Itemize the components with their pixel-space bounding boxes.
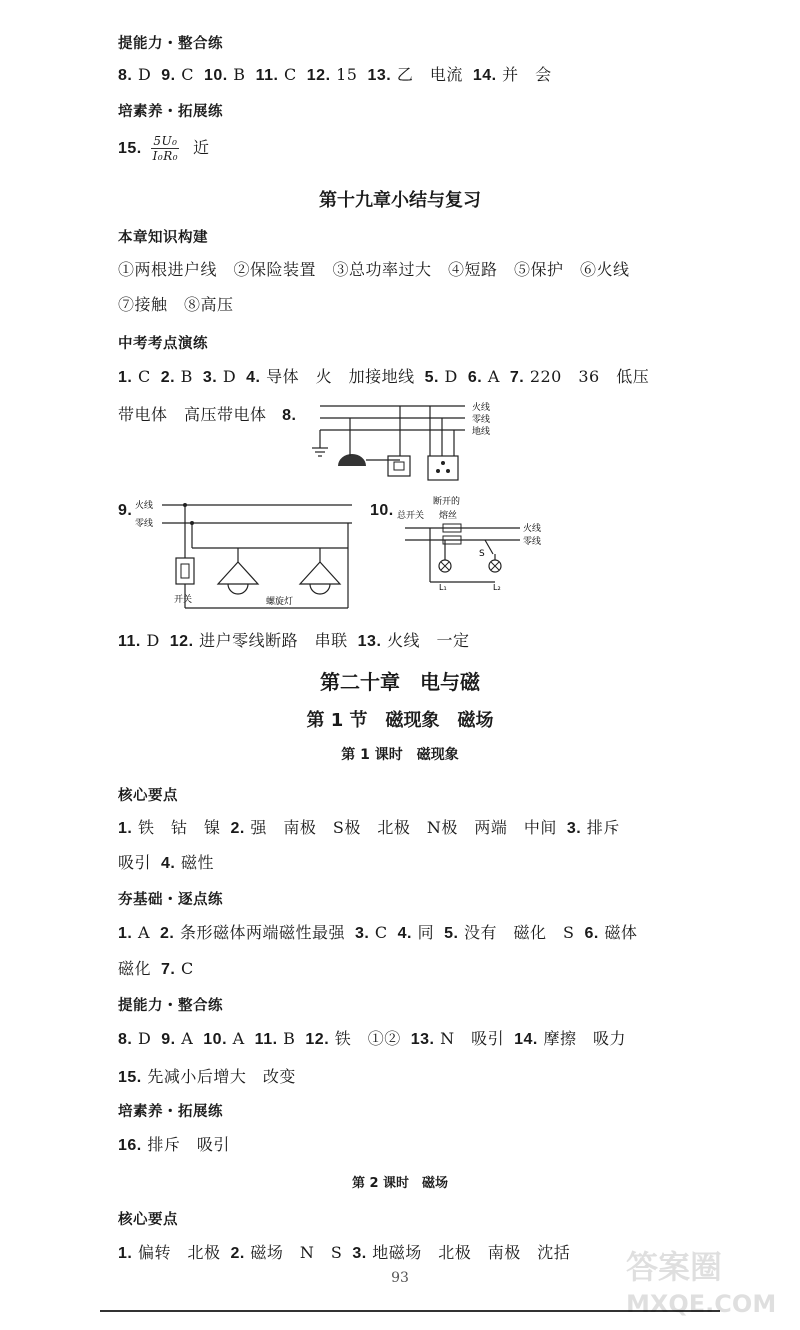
svg-text:MXQE.COM: MXQE.COM — [626, 1290, 777, 1318]
answer-item — [230, 1240, 342, 1263]
answer-line — [118, 402, 296, 425]
question-number: 5. — [444, 925, 459, 942]
answer-text: D — [444, 367, 458, 386]
question-number: 6. — [467, 369, 483, 386]
lesson-title: 第 1 课时 磁现象 — [341, 747, 459, 763]
question-number: 9. — [161, 1031, 176, 1048]
answer-item — [203, 1029, 244, 1049]
question-number: 16. — [118, 1137, 142, 1154]
answer-text: 火线 一定 — [386, 631, 470, 650]
question-number: 1. — [118, 1245, 133, 1262]
lamp-icon — [218, 562, 258, 584]
knowledge-line: ①两根进户线 ②保险装置 ③总功率过大 ④短路 ⑤保护 ⑥火线 — [118, 260, 630, 279]
watermark-logo — [620, 1240, 780, 1320]
answer-text: 磁性 — [180, 853, 214, 872]
question-number: 12. — [306, 67, 331, 84]
question-number: 1. — [118, 820, 133, 837]
switch-icon — [388, 456, 410, 476]
lesson-title: 第 2 课时 磁场 — [351, 1176, 449, 1191]
answer-text: 铁 钴 镍 — [137, 818, 221, 837]
answer-item — [411, 1026, 504, 1049]
answer-item — [118, 65, 151, 85]
answer-text: N 吸引 — [440, 1029, 505, 1048]
question-number: 14. — [514, 1031, 538, 1048]
question-number: 8. — [118, 67, 133, 84]
answer-item — [161, 1029, 193, 1049]
svg-text:零线: 零线 — [523, 537, 542, 547]
answer-text: A — [181, 1029, 194, 1048]
answer-line — [118, 62, 562, 85]
answer-item — [118, 1132, 230, 1155]
question-number: 11. — [254, 1031, 278, 1048]
section-heading: 提能力・整合练 — [118, 36, 223, 52]
svg-text:断开的: 断开的 — [433, 497, 461, 507]
answer-text: 先减小后增大 改变 — [147, 1067, 296, 1086]
answer-item — [161, 367, 193, 387]
answer-text: B — [283, 1029, 296, 1048]
answer-item — [118, 1029, 151, 1049]
answer-text: 同 — [417, 923, 435, 942]
question-number: 13. — [367, 67, 392, 84]
question-number: 14. — [472, 67, 497, 84]
fraction — [151, 134, 179, 163]
svg-text:S: S — [479, 549, 485, 559]
question-number: 3. — [566, 820, 582, 837]
knowledge-line: ⑦接触 ⑧高压 — [118, 295, 234, 314]
answer-item — [585, 920, 638, 943]
answer-item — [355, 923, 388, 943]
lamp-icon — [338, 454, 366, 466]
answer-text: C — [180, 959, 194, 978]
answer-item — [161, 850, 214, 873]
question-number: 9. — [161, 67, 176, 84]
answer-line — [118, 1240, 580, 1263]
section-title: 第 1 节 磁现象 磁场 — [306, 710, 494, 731]
question-number: 8. — [118, 1031, 133, 1048]
answer-text: D — [146, 631, 160, 650]
answer-item — [118, 850, 151, 873]
question-number: 11. — [118, 633, 141, 650]
answer-item — [203, 367, 236, 387]
answer-line — [118, 1132, 240, 1155]
question-number: 13. — [357, 633, 382, 650]
neutral-wire-label: 零线 — [472, 415, 491, 425]
answer-line — [118, 850, 224, 873]
answer-item — [473, 62, 552, 85]
question-number: 15. — [118, 140, 142, 157]
answer-item — [468, 367, 500, 387]
question-number: 7. — [161, 961, 176, 978]
answer-item — [118, 1240, 220, 1263]
svg-text:火线: 火线 — [523, 524, 542, 534]
answer-text: 并 会 — [502, 65, 552, 84]
answer-text: 磁场 N S — [250, 1243, 343, 1262]
answer-line — [118, 815, 630, 838]
answer-item — [510, 364, 649, 387]
question-number: 2. — [160, 925, 175, 942]
answer-item — [358, 628, 470, 651]
section-heading: 核心要点 — [118, 1212, 178, 1228]
answer-item — [118, 923, 150, 943]
switch-label: 开关 — [174, 595, 193, 605]
chapter-review-title: 第十九章小结与复习 — [319, 190, 481, 211]
answer-item — [118, 631, 160, 651]
answer-item — [256, 65, 297, 85]
lamp-label: 螺旋灯 — [266, 597, 294, 607]
svg-text:L₂: L₂ — [493, 583, 501, 592]
answer-text: C — [137, 367, 151, 386]
section-heading: 培素养・拓展练 — [118, 1104, 223, 1120]
answer-text: 条形磁体两端磁性最强 — [179, 923, 345, 942]
question-number: 10. — [203, 1031, 228, 1048]
question-number: 5. — [424, 369, 439, 386]
page-number: 93 — [391, 1270, 409, 1286]
question-number: 7. — [509, 369, 525, 386]
answer-text: 带电体 高压带电体 — [118, 405, 267, 424]
live-wire-label: 火线 — [135, 501, 154, 511]
section-heading: 提能力・整合练 — [118, 998, 223, 1014]
answer-text: 地磁场 北极 南极 沈括 — [372, 1243, 571, 1262]
answer-text: C — [181, 65, 194, 84]
question-number: 10. — [370, 502, 394, 519]
answer-text: A — [487, 367, 500, 386]
answer-item — [352, 1240, 570, 1263]
section-heading: 核心要点 — [118, 788, 178, 804]
answer-text: 排斥 — [586, 818, 620, 837]
answer-item — [305, 1026, 400, 1049]
question-number: 4. — [161, 855, 176, 872]
answer-text: 乙 电流 — [396, 65, 463, 84]
answer-item — [161, 959, 194, 979]
answer-item — [425, 367, 458, 387]
answer-text: B — [233, 65, 246, 84]
switch-icon — [176, 558, 194, 584]
answer-text: 近 — [193, 138, 210, 157]
question-number: 1. — [118, 925, 133, 942]
answer-item — [567, 815, 620, 838]
answer-item — [118, 815, 220, 838]
answer-text: A — [232, 1029, 245, 1048]
question-number: 1. — [118, 369, 133, 386]
circuit-diagram-10 — [395, 494, 560, 594]
answer-item — [118, 1064, 296, 1087]
answer-text: 15 — [336, 65, 358, 84]
answer-text: D — [222, 367, 237, 386]
section-heading: 中考考点演练 — [118, 336, 208, 352]
question-number: 4. — [397, 925, 412, 942]
answer-text: 没有 磁化 S — [464, 923, 575, 942]
answer-text: B — [180, 367, 193, 386]
question-number: 6. — [584, 925, 599, 942]
circuit-diagram-8 — [300, 396, 520, 486]
section-heading: 夯基础・逐点练 — [118, 892, 223, 908]
circuit-diagram-9 — [130, 496, 360, 616]
question-number: 11. — [255, 67, 279, 84]
answer-text: 排斥 吸引 — [147, 1135, 230, 1154]
answer-item — [398, 920, 434, 943]
answer-line — [118, 956, 204, 979]
question-number: 10. — [203, 67, 228, 84]
question-number: 12. — [305, 1031, 330, 1048]
question-number: 3. — [352, 1245, 367, 1262]
answer-text: 吸引 — [118, 853, 152, 872]
answer-line — [118, 920, 647, 943]
answer-text: D — [137, 1029, 152, 1048]
fraction-denominator: I₀R₀ — [152, 149, 179, 163]
question-number: 2. — [160, 369, 176, 386]
answer-item — [307, 65, 358, 85]
question-number: 15. — [118, 1069, 142, 1086]
answer-item — [118, 367, 151, 387]
answer-item — [246, 364, 414, 387]
answer-item — [444, 920, 574, 943]
chapter-title: 第二十章 电与磁 — [320, 670, 480, 694]
answer-item — [160, 920, 345, 943]
answer-text: 铁 ①② — [334, 1029, 401, 1048]
answer-item — [230, 815, 556, 838]
answer-text: 强 南极 S极 北极 N极 两端 中间 — [250, 818, 557, 837]
question-number: 2. — [230, 1245, 245, 1262]
answer-line — [118, 364, 659, 387]
answer-item — [204, 65, 246, 85]
section-heading: 培素养・拓展练 — [118, 104, 223, 120]
ground-wire-label: 地线 — [472, 427, 491, 437]
live-wire-label: 火线 — [472, 403, 491, 413]
answer-text: A — [137, 923, 150, 942]
question-number: 4. — [246, 369, 261, 386]
fraction-numerator: 5U₀ — [153, 134, 178, 148]
neutral-wire-label: 零线 — [135, 519, 154, 529]
lamp-icon — [300, 562, 340, 584]
section-heading: 本章知识构建 — [118, 230, 208, 246]
answer-text: 磁化 — [118, 959, 152, 978]
answer-text: 导体 火 加接地线 — [266, 367, 415, 386]
question-number: 13. — [410, 1031, 435, 1048]
answer-line — [118, 628, 480, 651]
answer-text: 偏转 北极 — [137, 1243, 221, 1262]
question-number: 8. — [282, 407, 297, 424]
question-number: 9. — [118, 502, 133, 519]
answer-line-15 — [118, 134, 210, 163]
answer-item — [161, 65, 194, 85]
answer-item — [255, 1029, 296, 1049]
answer-line — [118, 1064, 306, 1087]
answer-text: 220 36 低压 — [529, 367, 650, 386]
answer-text: 进户零线断路 串联 — [199, 631, 348, 650]
answer-line — [118, 1026, 636, 1049]
answer-text: C — [284, 65, 297, 84]
answer-item — [170, 628, 348, 651]
svg-text:答案圈: 答案圈 — [626, 1248, 723, 1286]
answer-item — [367, 62, 462, 85]
answer-item — [514, 1026, 626, 1049]
svg-text:熔丝: 熔丝 — [439, 511, 458, 521]
answer-text: D — [137, 65, 152, 84]
svg-text:总开关: 总开关 — [397, 511, 425, 521]
answer-text: 磁体 — [604, 923, 638, 942]
question-number: 12. — [169, 633, 194, 650]
question-number: 2. — [230, 820, 245, 837]
svg-text:L₁: L₁ — [439, 583, 447, 592]
question-number: 3. — [354, 925, 370, 942]
socket-icon — [428, 456, 458, 480]
answer-text: 摩擦 吸力 — [543, 1029, 626, 1048]
question-number: 3. — [202, 369, 218, 386]
answer-text: C — [374, 923, 388, 942]
answer-item — [118, 956, 151, 979]
